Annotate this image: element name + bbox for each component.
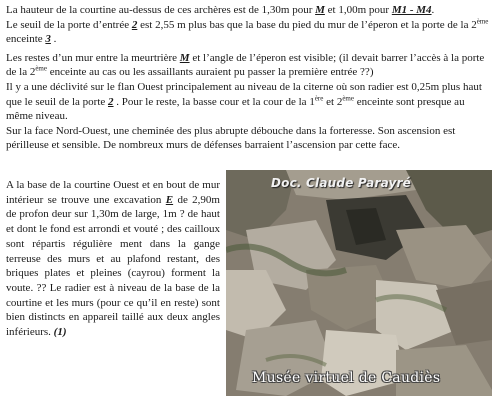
paragraph-4: Il y a une déclivité sur le flan Ouest principalement au niveau de la citerne où son radier est 0,25m plus haut que le seuil de la porte 2 . Pour le reste, la basse cour et la cour de la 1ère et 2ème enceinte sont presque au même niveau. [6,80,482,123]
top-text-block [6,3,494,153]
footnote-ref: (1) [53,326,67,339]
ref-2: 2 [108,95,114,108]
bottom-text-block [6,178,220,340]
excavation-photo [226,170,492,396]
rock-wall-image [226,170,492,396]
paragraph-2: Le seuil de la porte d’entrée 2 est 2,55 m plus bas que la base du pied du mur de l’éperon et la porte de la 2ème enceinte 3 . [6,16,489,46]
ref-e: E [165,193,174,206]
paragraph-3: Les restes d’un mur entre la meurtrière M et l’angle de l’éperon est visible; (il devait barrer l’accès à la porte de la 2ème enceinte au cas ou les assaillants auraient pu passer la première entrée ??) [6,51,485,79]
watermark: Musée virtuel de Caudiès [252,370,441,386]
paragraph-6: A la base de la courtine Ouest et en bout de mur intérieur se trouve une excavation E de 2,90m de profon deur sur 1,30m de large, 1m ? de haut et dont le fond est arrondi et vouté ; des cailloux sont répartis régulière ment dans la gange terreuse des murs et au plafond restant, des briques plates et pleines (cayrou) forment la voute. ?? Le radier est à niveau de la base de la courtine et les murs (pour ce qu’il en reste) sont bien distincts en appareil taillé aux deux angles inférieurs. (1) [6,179,220,339]
ref-m: M [315,4,325,16]
photo-credit: Doc. Claude Parayré [271,176,411,190]
ref-3: 3 [45,33,51,46]
ref-m1-m4: M1 - M4 [391,4,432,16]
ref-2: 2 [131,18,138,31]
ref-m: M [179,51,190,64]
paragraph-1: La hauteur de la courtine au-dessus de ces archères est de 1,30m pour M et 1,00m pour M1 - M4. [6,4,435,16]
paragraph-5: Sur la face Nord-Ouest, une cheminée des plus abrupte débouche dans la forteresse. Son ascension est périlleuse et sensible. De nombreux murs de défenses barraient l’ascension par cette face. [6,124,456,152]
